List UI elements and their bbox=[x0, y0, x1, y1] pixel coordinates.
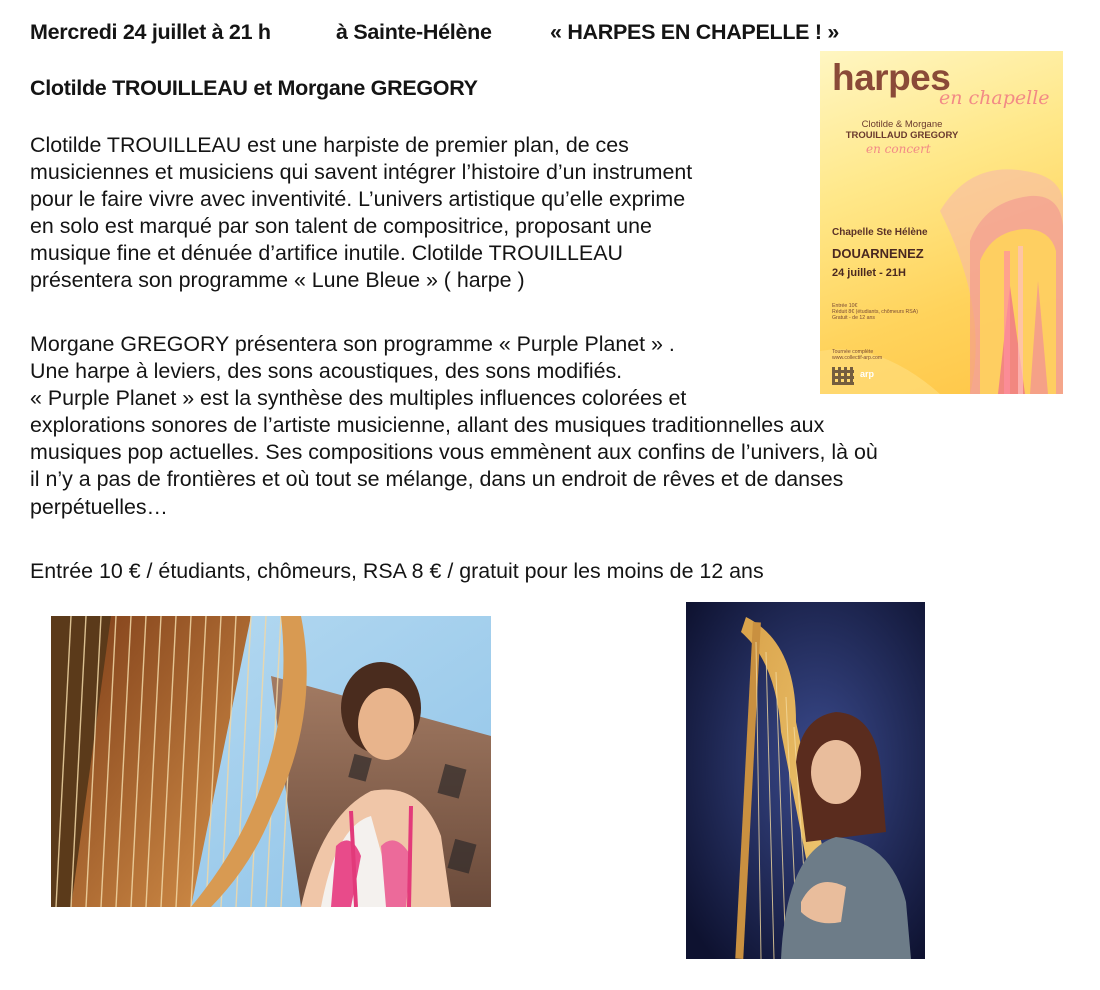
harpist-stage-icon bbox=[686, 602, 925, 959]
poster-names bbox=[832, 119, 972, 141]
event-title: « HARPES EN CHAPELLE ! » bbox=[550, 20, 840, 44]
poster-date: 24 juillet - 21H bbox=[832, 267, 906, 279]
poster-title: harpes bbox=[832, 57, 951, 98]
text-line: musiciennes et musiciens qui savent intégrer l’histoire d’un instrument bbox=[30, 160, 693, 185]
poster-tour: Tournée complète bbox=[832, 349, 874, 355]
poster-concert: en concert bbox=[866, 142, 931, 156]
text-line: perpétuelles… bbox=[30, 494, 168, 519]
concert-poster bbox=[820, 51, 1063, 394]
poster-script-subtitle: en chapelle bbox=[939, 87, 1050, 109]
qr-code-icon bbox=[832, 367, 854, 385]
poster-price-2: Réduit 8€ (étudiants, chômeurs RSA) bbox=[832, 309, 918, 315]
poster-logo: arp bbox=[860, 369, 875, 379]
text-line: il n’y a pas de frontières et où tout se mélange, dans un endroit de rêves et de danses bbox=[30, 467, 844, 492]
photo-harpist-stage bbox=[686, 602, 925, 959]
harpist-outdoor-icon bbox=[51, 616, 491, 907]
paragraph-trouilleau bbox=[30, 132, 692, 295]
text-line: Clotilde TROUILLEAU est une harpiste de premier plan, de ces bbox=[30, 133, 629, 157]
poster-price-1: Entrée 10€ bbox=[832, 303, 858, 309]
performers-subtitle: Clotilde TROUILLEAU et Morgane GREGORY bbox=[30, 76, 478, 100]
text-line: présentera son programme « Lune Bleue » ( harpe ) bbox=[30, 268, 525, 293]
pricing-line: Entrée 10 € / étudiants, chômeurs, RSA 8 € / gratuit pour les moins de 12 ans bbox=[30, 559, 764, 583]
event-date: Mercredi 24 juillet à 21 h bbox=[30, 20, 271, 44]
text-line: musique fine et dénuée d’artifice inutile. Clotilde TROUILLEAU bbox=[30, 241, 623, 266]
poster-names-line2: TROUILLAUD GREGORY bbox=[845, 130, 959, 141]
text-line: en solo est marqué par son talent de compositrice, proposant une bbox=[30, 214, 652, 239]
poster-website: www.collectif-arp.com bbox=[832, 355, 883, 361]
poster-names-line1: Clotilde & Morgane bbox=[861, 119, 943, 130]
poster-city: DOUARNENEZ bbox=[832, 246, 924, 261]
text-line: Morgane GREGORY présentera son programme « Purple Planet » . bbox=[30, 332, 675, 356]
photo-harpist-outdoor bbox=[51, 616, 491, 907]
text-line: Une harpe à leviers, des sons acoustiques, des sons modifiés. bbox=[30, 359, 623, 384]
text-line: musiques pop actuelles. Ses compositions vous emmènent aux confins de l’univers, là où bbox=[30, 440, 878, 465]
text-line: « Purple Planet » est la synthèse des multiples influences colorées et bbox=[30, 386, 687, 411]
poster-price-3: Gratuit - de 12 ans bbox=[832, 315, 875, 321]
paragraph-gregory bbox=[30, 331, 878, 521]
text-line: pour le faire vivre avec inventivité. L’univers artistique qu’elle exprime bbox=[30, 187, 686, 212]
text-line: explorations sonores de l’artiste musicienne, allant des musiques traditionnelles aux bbox=[30, 413, 825, 438]
event-place: à Sainte-Hélène bbox=[336, 20, 492, 44]
poster-venue: Chapelle Ste Hélène bbox=[832, 227, 928, 238]
